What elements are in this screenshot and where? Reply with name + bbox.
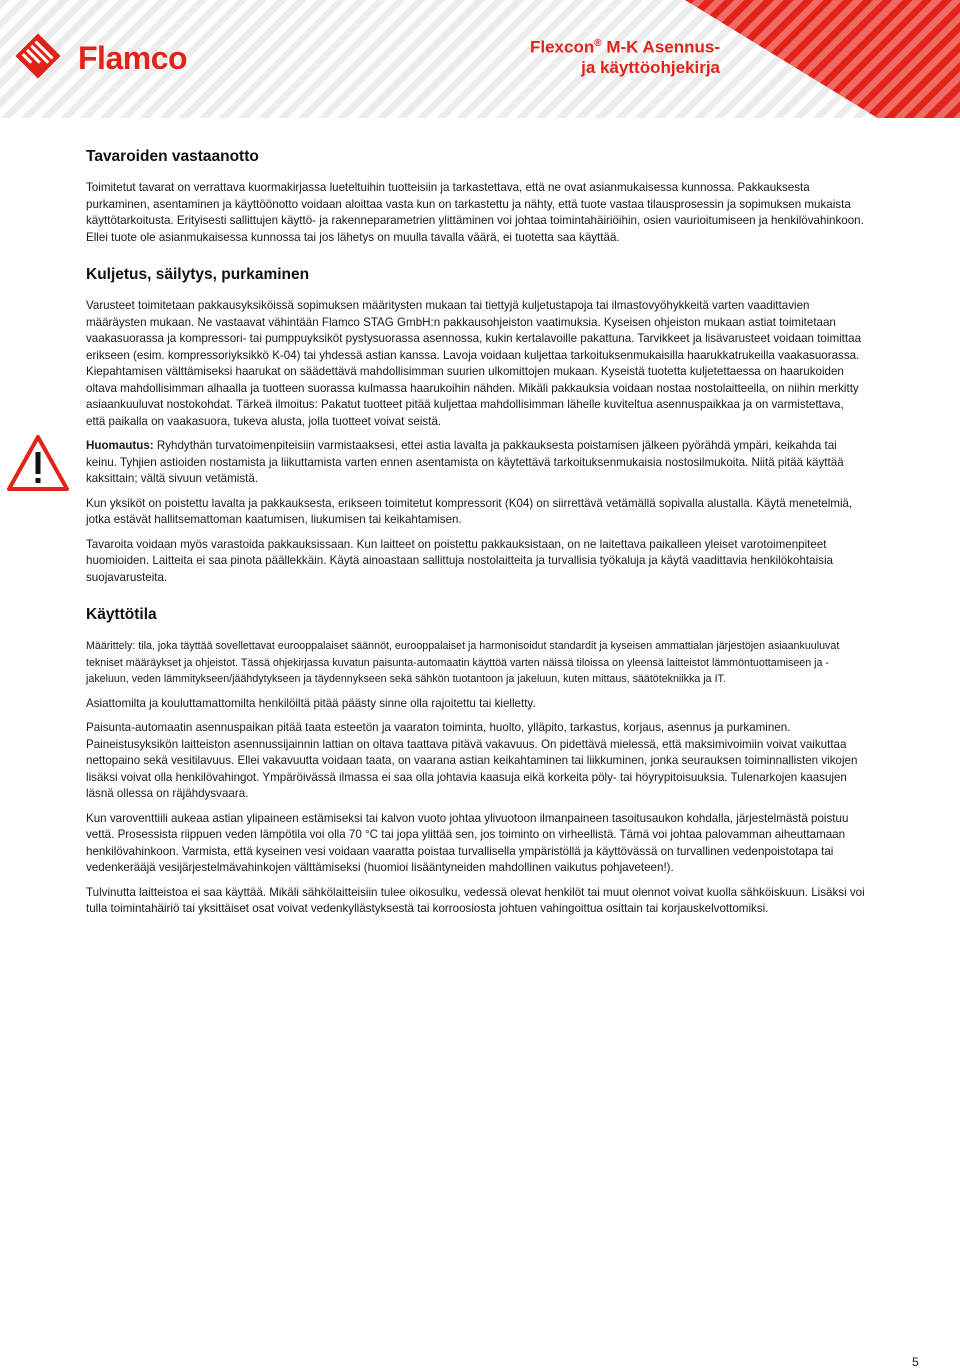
note-text: Ryhdythän turvatoimenpiteisiin varmistaaksesi, ettei astia lavalta ja pakkauksesta poistamisen jälkeen pyörähdä ympäri, keikahda tai keinu. Tyhjien astioiden nostamista ja liikuttamista varten ennen asentamista on käytettävä tarkoituksenmukaisia nostosilmukoita. Niitä pitää käyttää kaksittain; vältä sivuun vetämistä. bbox=[86, 439, 844, 485]
brand-name: Flamco bbox=[78, 40, 188, 76]
warning-triangle-icon bbox=[6, 434, 70, 492]
paragraph-definition: Määrittely: tila, joka täyttää sovellettavat eurooppalaiset säännöt, eurooppalaiset ja harmonisoidut standardit ja kyseisen ammattialan järjestöjen asiaankuuluvat tekniset määräykset ja ohjeistot. Tässä ohjekirjassa kuvatun paisunta-automaatin käyttöä varten näissä tiloissa on yleensä laitteistot lämmöntuottamiseen ja -jakeluun, veden lämmitykseen/jäähdytykseen ja täydennykseen sekä sähkön tuotantoon ja jakeluun, kuten mittaus, säätötekniikka ja IT. bbox=[86, 640, 840, 685]
title-line2: ja käyttöohjekirja bbox=[581, 57, 720, 77]
paragraph-safety-valve: Kun varoventtiili aukeaa astian ylipaineen estämiseksi tai kalvon vuoto johtaa ylivuotoon ilmanpaineen tasoitusaukon kohdalla, järjestelmästä poistuu vettä. Prosessista riippuen veden lämpötila voi olla 70 °C tai jopa ylittää sen, jos toiminto on virheellistä. Tämä voi johtaa palovamman aiheuttamaan henkilövahinkoon. Varmista, että kyseinen vesi voidaan vaaratta poistaa turvallisella ympäristöllä ja käyttövässä on turvallinen vedenpoistotapa tai vedenkerääjä vesijärjestelmävahinkojen välttämiseksi (huomioi lisääntyneiden mahdollinen vaikutus pohjaveteen!). bbox=[86, 811, 849, 874]
flamco-mark-icon bbox=[14, 32, 62, 80]
title-product: Flexcon bbox=[530, 37, 595, 57]
heading-tavaroiden-vastaanotto: Tavaroiden vastaanotto bbox=[86, 148, 259, 165]
paragraph-receiving: Toimitetut tavarat on verrattava kuormakirjassa lueteltuihin tuotteisiin ja tarkastettava, että ne ovat asianmukaisessa kunnossa. Pakkauksesta purkaminen, asentaminen ja käyttöönotto voidaan aloittaa vasta kun on tarkastettu ja nähty, että tuote vastaa tilausprosessin ja sopimuksen mukaista käyttötarkoitusta. Erityisesti sallittujen käyttö- ja rakenneparametrien ylittäminen voi johtaa toimintahäiriöihin, osien vaurioitumiseen ja henkilövahinkoon. Ellei tuote ole asianmukaisessa kunnossa tai jos lähetys on muulla tavalla väärä, ei tuotetta saa käyttää. bbox=[86, 181, 864, 244]
note-label: Huomautus: bbox=[86, 439, 154, 452]
paragraph-storage: Tavaroita voidaan myös varastoida pakkauksissaan. Kun laitteet on poistettu pakkauksistaan, on ne laitettava paikalleen yleiset varotoimenpiteet huomioiden. Laitteita ei saa pinota päällekkäin. Käytä ainoastaan sallittuja nostolaitteita ja turvallisia työkaluja ja käytä vaadittavia henkilökohtaisia suojavarusteita. bbox=[86, 537, 833, 584]
paragraph-access: Asiattomilta ja kouluttamattomilta henkilöiltä pitää päästy sinne olla rajoitettu tai kielletty. bbox=[86, 696, 536, 710]
heading-kayttotila: Käyttötila bbox=[86, 606, 157, 623]
heading-kuljetus: Kuljetus, säilytys, purkaminen bbox=[86, 266, 310, 283]
document-title bbox=[470, 34, 720, 78]
title-line1-rest: M-K Asennus- bbox=[601, 37, 720, 57]
flamco-logo bbox=[14, 28, 224, 88]
main-content bbox=[86, 148, 866, 918]
paragraph-compressors: Kun yksiköt on poistettu lavalta ja pakkauksesta, erikseen toimitetut kompressorit (K04) on siirrettävä vetämällä sopivalla alustalla. Käytä menetelmiä, jotka estävät hallitsemattoman kaatumisen, liukumisen tai keikahtamisen. bbox=[86, 496, 853, 526]
note-paragraph bbox=[86, 438, 866, 488]
page-number: 5 bbox=[912, 1355, 919, 1369]
paragraph-transport: Varusteet toimitetaan pakkausyksiköissä sopimuksen määritysten mukaan tai tiettyjä kuljetustapoja tai ilmastovyöhykkeitä varten vaadittavien määräysten mukaan. Ne vastaavat vähintään Flamco STAG GmbH:n pakkausohjeiston vaatimuksia. Kyseisen ohjeiston mukaan astiat toimitetaan vaakasuorassa ja kompressori- tai pumppuyksiköt pystysuorassa asennossa, kukin kertalavoille pakattuna. Tarvikkeet ja lisävarusteet voidaan toimittaa erikseen (esim. kompressoriyksikkö K-04) tai yhdessä astian kanssa. Lavoja voidaan kuljettaa tarkoituksenmukaisilla haarukkatrukeilla vaakasuorassa. Kiepahtamisen välttämiseksi haarukat on säädettävä mahdollisimman suurien ulkomittojen mukaan. Kyseistä tuotetta kuljetettaessa on haarukoiden oltava mahdollisimman alhaalla ja tuotteen suorassa kulmassa haarukoihin nähden. Mikäli pakkauksia voidaan nostaa nostolaitteella, on niihin merkitty asiaankuuluvat nostokohdat. Tärkeä ilmoitus: Pakatut tuotteet pitää kuljettaa mahdollisimman lähelle kuviteltua asennuspaikkaa ja on varmistettava, että paikalla on vaakasuora, tukeva alusta, jolla tuotteet voivat seistä. bbox=[86, 299, 862, 428]
paragraph-flooding: Tulvinutta laitteistoa ei saa käyttää. Mikäli sähkölaitteisiin tulee oikosulku, vedessä olevat henkilöt tai muut olennot voivat kuolla sähköiskuun. Lisäksi voi tulla toimintahäiriö tai yksittäiset osat voivat vedenkyllästyksestä tai korroosiosta johtuen vahingoittua osittain tai korjauskelvottomiksi. bbox=[86, 885, 865, 915]
registered-mark: ® bbox=[594, 38, 602, 49]
paragraph-installation-site: Paisunta-automaatin asennuspaikan pitää taata esteetön ja vaaraton toiminta, huolto, ylläpito, tarkastus, korjaus, asennus ja purkaminen. Paineistusyksikön laitteiston asennussijainnin lattian on oltava taattava pitävä vakavuus. On pidettävä mielessä, että maksimivoimiin voivat vaikuttaa nettopaino sekä vesitilavuus. Ellei vakavuutta voidaan taata, on vaarana astian keikahtaminen tai liikkuminen, jonka seurauksen toiminnallisten vikojen lisäksi voivat olla henkilövahingot. Ympäröivässä ilmassa ei saa olla johtavia kaasuja eikä korkeita pöly- tai höyrypitoisuuksia. Tulenarkojen kaasujen läsnä ollessa on räjähdysvaara. bbox=[86, 721, 858, 800]
